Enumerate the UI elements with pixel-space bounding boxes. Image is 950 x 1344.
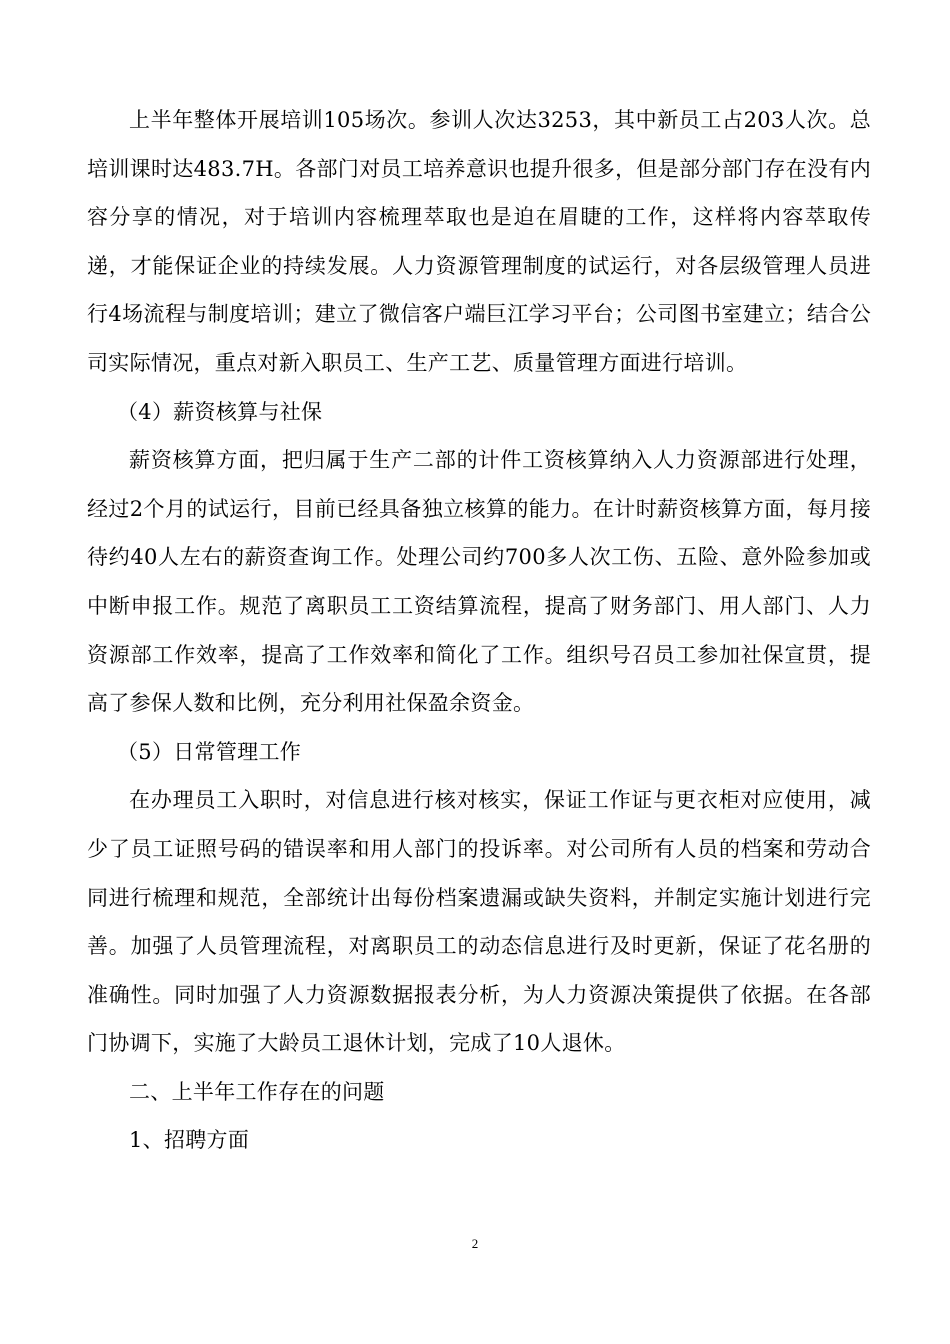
heading-daily-management: （5）日常管理工作 bbox=[117, 739, 302, 764]
document-page bbox=[87, 96, 871, 1165]
paragraph-salary-body: 薪资核算方面，把归属于生产二部的计件工资核算纳入人力资源部进行处理，经过2个月的试运行，目前已经具备独立核算的能力。在计时薪资核算方面，每月接待约40人左右的薪资查询工作。处理公司约700多人次工伤、五险、意外险参加或中断申报工作。规范了离职员工工资结算流程，提高了财务部门、用人部门、人力资源部工作效率，提高了工作效率和简化了工作。组织号召员工参加社保宣贯，提高了参保人数和比例，充分利用社保盈余资金。 bbox=[87, 448, 871, 716]
paragraph-daily-body: 在办理员工入职时，对信息进行核对核实，保证工作证与更衣柜对应使用，减少了员工证照号码的错误率和用人部门的投诉率。对公司所有人员的档案和劳动合同进行梳理和规范，全部统计出每份档案遗漏或缺失资料，并制定实施计划进行完善。加强了人员管理流程，对离职员工的动态信息进行及时更新，保证了花名册的准确性。同时加强了人力资源数据报表分析，为人力资源决策提供了依据。在各部门协调下，实施了大龄员工退休计划，完成了10人退休。 bbox=[87, 788, 871, 1056]
heading-recruitment: 1、招聘方面 bbox=[129, 1128, 250, 1153]
heading-salary-social-security: （4）薪资核算与社保 bbox=[117, 399, 323, 424]
heading-problems: 二、上半年工作存在的问题 bbox=[129, 1079, 385, 1104]
page-number: 2 bbox=[471, 1236, 479, 1251]
paragraph-training-summary: 上半年整体开展培训105场次。参训人次达3253，其中新员工占203人次。总培训课时达483.7H。各部门对员工培养意识也提升很多，但是部分部门存在没有内容分享的情况，对于培训内容梳理萃取也是迫在眉睫的工作，这样将内容萃取传递，才能保证企业的持续发展。人力资源管理制度的试运行，对各层级管理人员进行4场流程与制度培训；建立了微信客户端巨江学习平台；公司图书室建立；结合公司实际情况，重点对新入职员工、生产工艺、质量管理方面进行培训。 bbox=[87, 108, 871, 375]
